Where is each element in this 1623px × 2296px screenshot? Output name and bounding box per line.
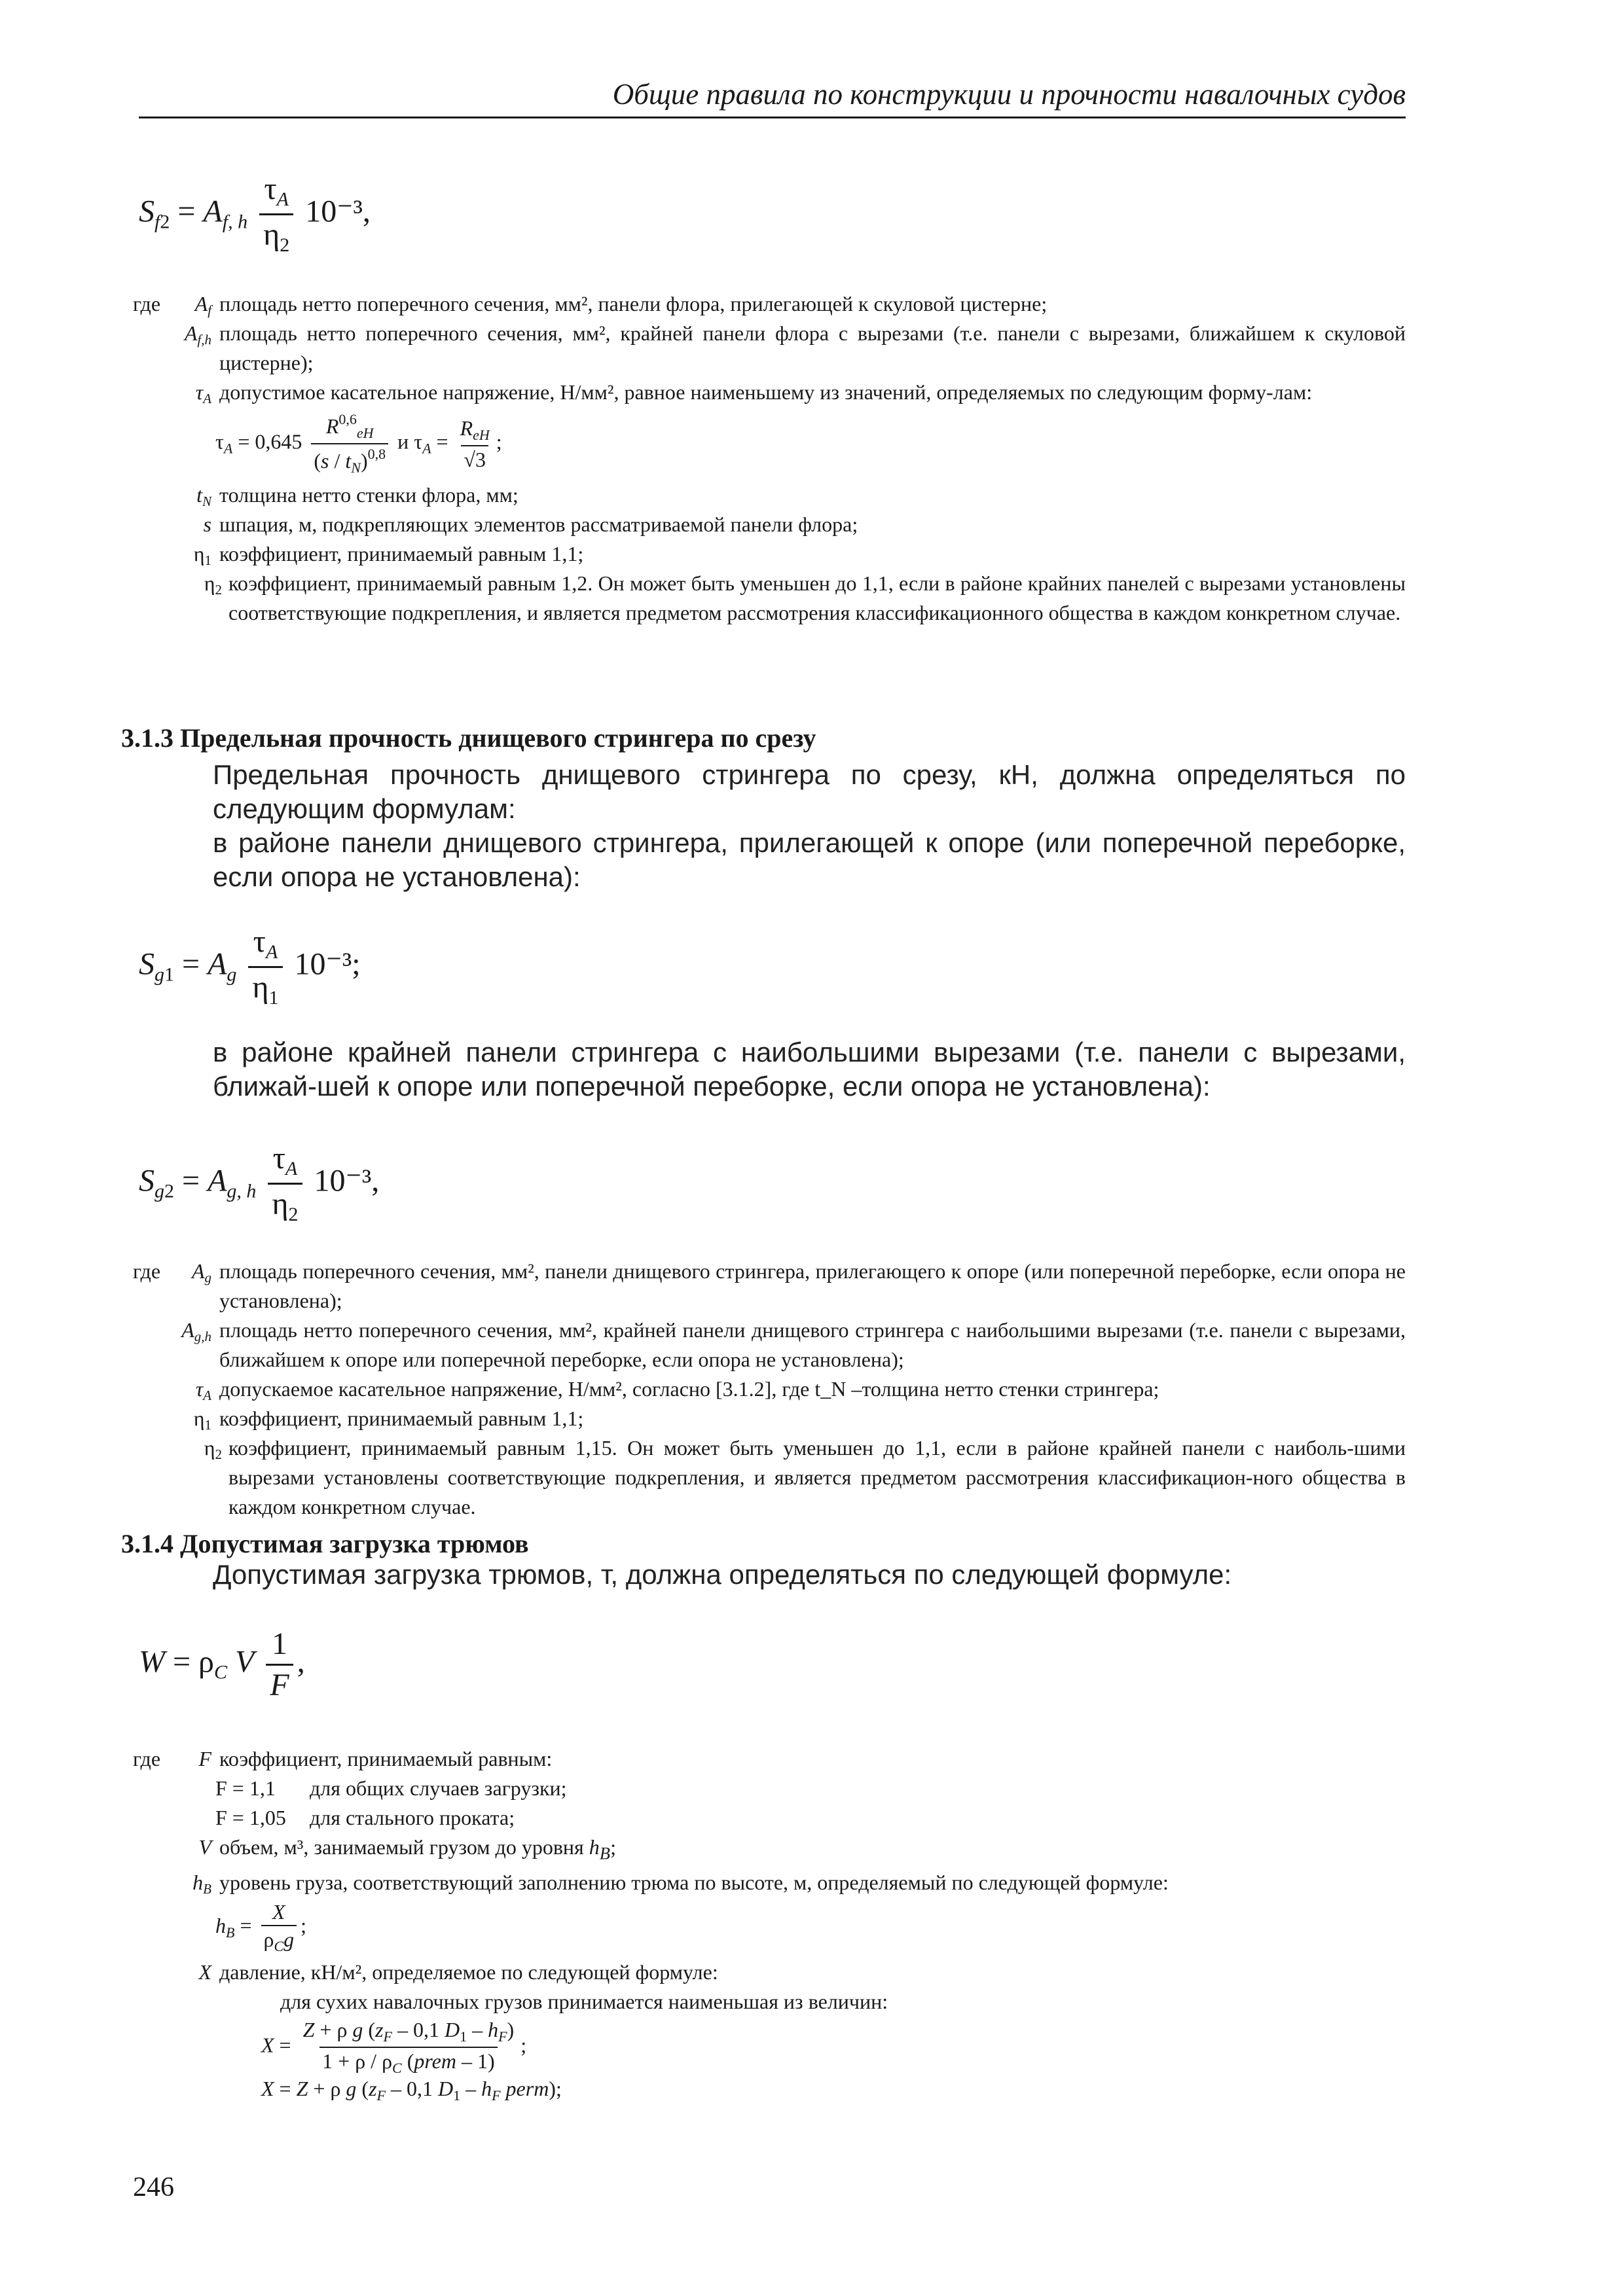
def-Af: где $A_f$ площадь нетто поперечного сечения, мм², панели флора, прилегающей к скуловой цистерне;	[133, 292, 1048, 318]
def-tauA-2: $\tau_A$ допускаемое касательное напряжение, Н/мм², согласно [3.1.2], где t_N –толщина нетто стенки стрингера;	[195, 1377, 1159, 1403]
section-313-para-3: в районе крайней панели стрингера с наибольшими вырезами (т.е. панели с вырезами, ближай-шей к опоре или поперечной переборке, если опора не установлена):	[213, 1037, 1406, 1102]
formula-X-2: X = Z + ρ g ($z_F - 0,1$ $D_1 - h_F$ perm);	[261, 2077, 562, 2104]
formula-X-1: X = Z + ρ g ($z_F - 0,1$ $D_1 - h_F$) $1 + \rho / \rho_C$ (prem – 1) ;	[261, 2018, 527, 2077]
def-X-sub: для сухих навалочных грузов принимается наименьшая из величин:	[280, 1990, 888, 2014]
formula-sf2: $S_{f2} = A_{f, h}$ $\frac{\tau_A}{\eta_2}$ 10⁻³,	[139, 171, 371, 256]
formula-hB: $h_B$ = X $\rho_Cg$ ;	[215, 1900, 307, 1955]
def-eta2: $\eta_2$ коэффициент, принимаемый равным 1,2. Он может быть уменьшен до 1,1, если в районе крайних панелей с вырезами установлены соответствующие подкрепления, и является предметом рассмотрения классификационного общества в каждом конкретном случае.	[204, 571, 1406, 624]
def-s: s шпация, м, подкрепляющих элементов рассматриваемой панели флора;	[203, 512, 858, 536]
def-F: где F коэффициент, принимаемый равным:	[133, 1747, 553, 1770]
page-number: 246	[133, 2172, 174, 2202]
definitions-block-3	[133, 1744, 1406, 2103]
formula-sg1: $S_{g1} = A_g$ $\frac{\tau_A}{\eta_1}$ 10⁻³;	[139, 924, 361, 1009]
running-header: Общие правила по конструкции и прочности навалочных судов	[612, 78, 1406, 111]
def-tauA: $\tau_A$ допустимое касательное напряжение, Н/мм², равное наименьшему из значений, определяемых по следующим форму-лам:	[195, 380, 1313, 406]
def-tN: $t_N$ толщина нетто стенки флора, мм;	[196, 483, 519, 509]
header-rule	[139, 117, 1406, 118]
def-Afh: $A_{f,h}$ площадь нетто поперечного сечения, мм², крайней панели флора с вырезами (т.е. панели с вырезами, ближайшем к скуловой цистерне);	[184, 321, 1406, 374]
section-314-para-1: Допустимая загрузка трюмов, т, должна определяться по следующей формуле:	[213, 1559, 1232, 1590]
def-F-case-1: F = 1,1 для общих случаев загрузки;	[215, 1776, 567, 1800]
section-heading-313: 3.1.3 Предельная прочность днищевого стрингера по срезу	[121, 723, 816, 753]
def-X: X давление, кН/м², определяемое по следующей формуле:	[198, 1960, 718, 1984]
def-eta1: $\eta_1$ коэффициент, принимаемый равным 1,1;	[193, 542, 584, 568]
section-313-para-1: Предельная прочность днищевого стрингера по срезу, кН, должна определяться по следующим формулам:	[213, 759, 1406, 824]
def-Ag: где $A_g$ площадь поперечного сечения, мм², панели днищевого стрингера, прилегающего к опоре (или поперечной переборке, если опора не установлена);	[133, 1259, 1406, 1312]
def-eta2-2: $\eta_2$ коэффициент, принимаемый равным 1,15. Он может быть уменьшен до 1,1, если в районе крайней панели с наиболь-шими вырезами установлены соответствующие подкрепления, и является предметом рассмотрения классификацион-ного общества в каждом конкретном случае.	[204, 1436, 1406, 1518]
formula-tau-a: $\tau_A = 0,645$ $\frac{R^{0,6}_{eH}}{(s / t_N)^{0,8}}$ и $\tau_A$ = $R_{eH}$ √3 ;	[215, 411, 502, 476]
formula-W: $W = \rho_C$ V $\frac{1}{F}$ ,	[139, 1626, 305, 1702]
def-F-case-2: F = 1,05 для стального проката;	[215, 1806, 515, 1829]
definitions-block-2	[133, 1257, 1406, 1522]
section-313-para-2: в районе панели днищевого стрингера, прилегающей к опоре (или поперечной переборке, если опора не установлена):	[213, 827, 1406, 892]
def-hB: $h_B$ уровень груза, соответствующий заполнению трюма по высоте, м, определяемый по следующей формуле:	[192, 1871, 1169, 1897]
section-heading-314: 3.1.4 Допустимая загрузка трюмов	[121, 1529, 529, 1558]
definitions-block-1	[133, 289, 1406, 628]
def-eta1-2: $\eta_1$ коэффициент, принимаемый равным 1,1;	[193, 1407, 584, 1433]
formula-sg2: $S_{g2} = A_{g, h}$ $\frac{\tau_A}{\eta_2}$ 10⁻³,	[139, 1141, 380, 1225]
def-V: V объем, м³, занимаемый грузом до уровня $h_B$;	[198, 1835, 616, 1863]
def-Agh: $A_{g,h}$ площадь нетто поперечного сечения, мм², крайней панели днищевого стрингера с наибольшими вырезами (т.е. панели с вырезами, ближайшем к опоре или поперечной переборке, если опора не установлена);	[181, 1318, 1406, 1371]
